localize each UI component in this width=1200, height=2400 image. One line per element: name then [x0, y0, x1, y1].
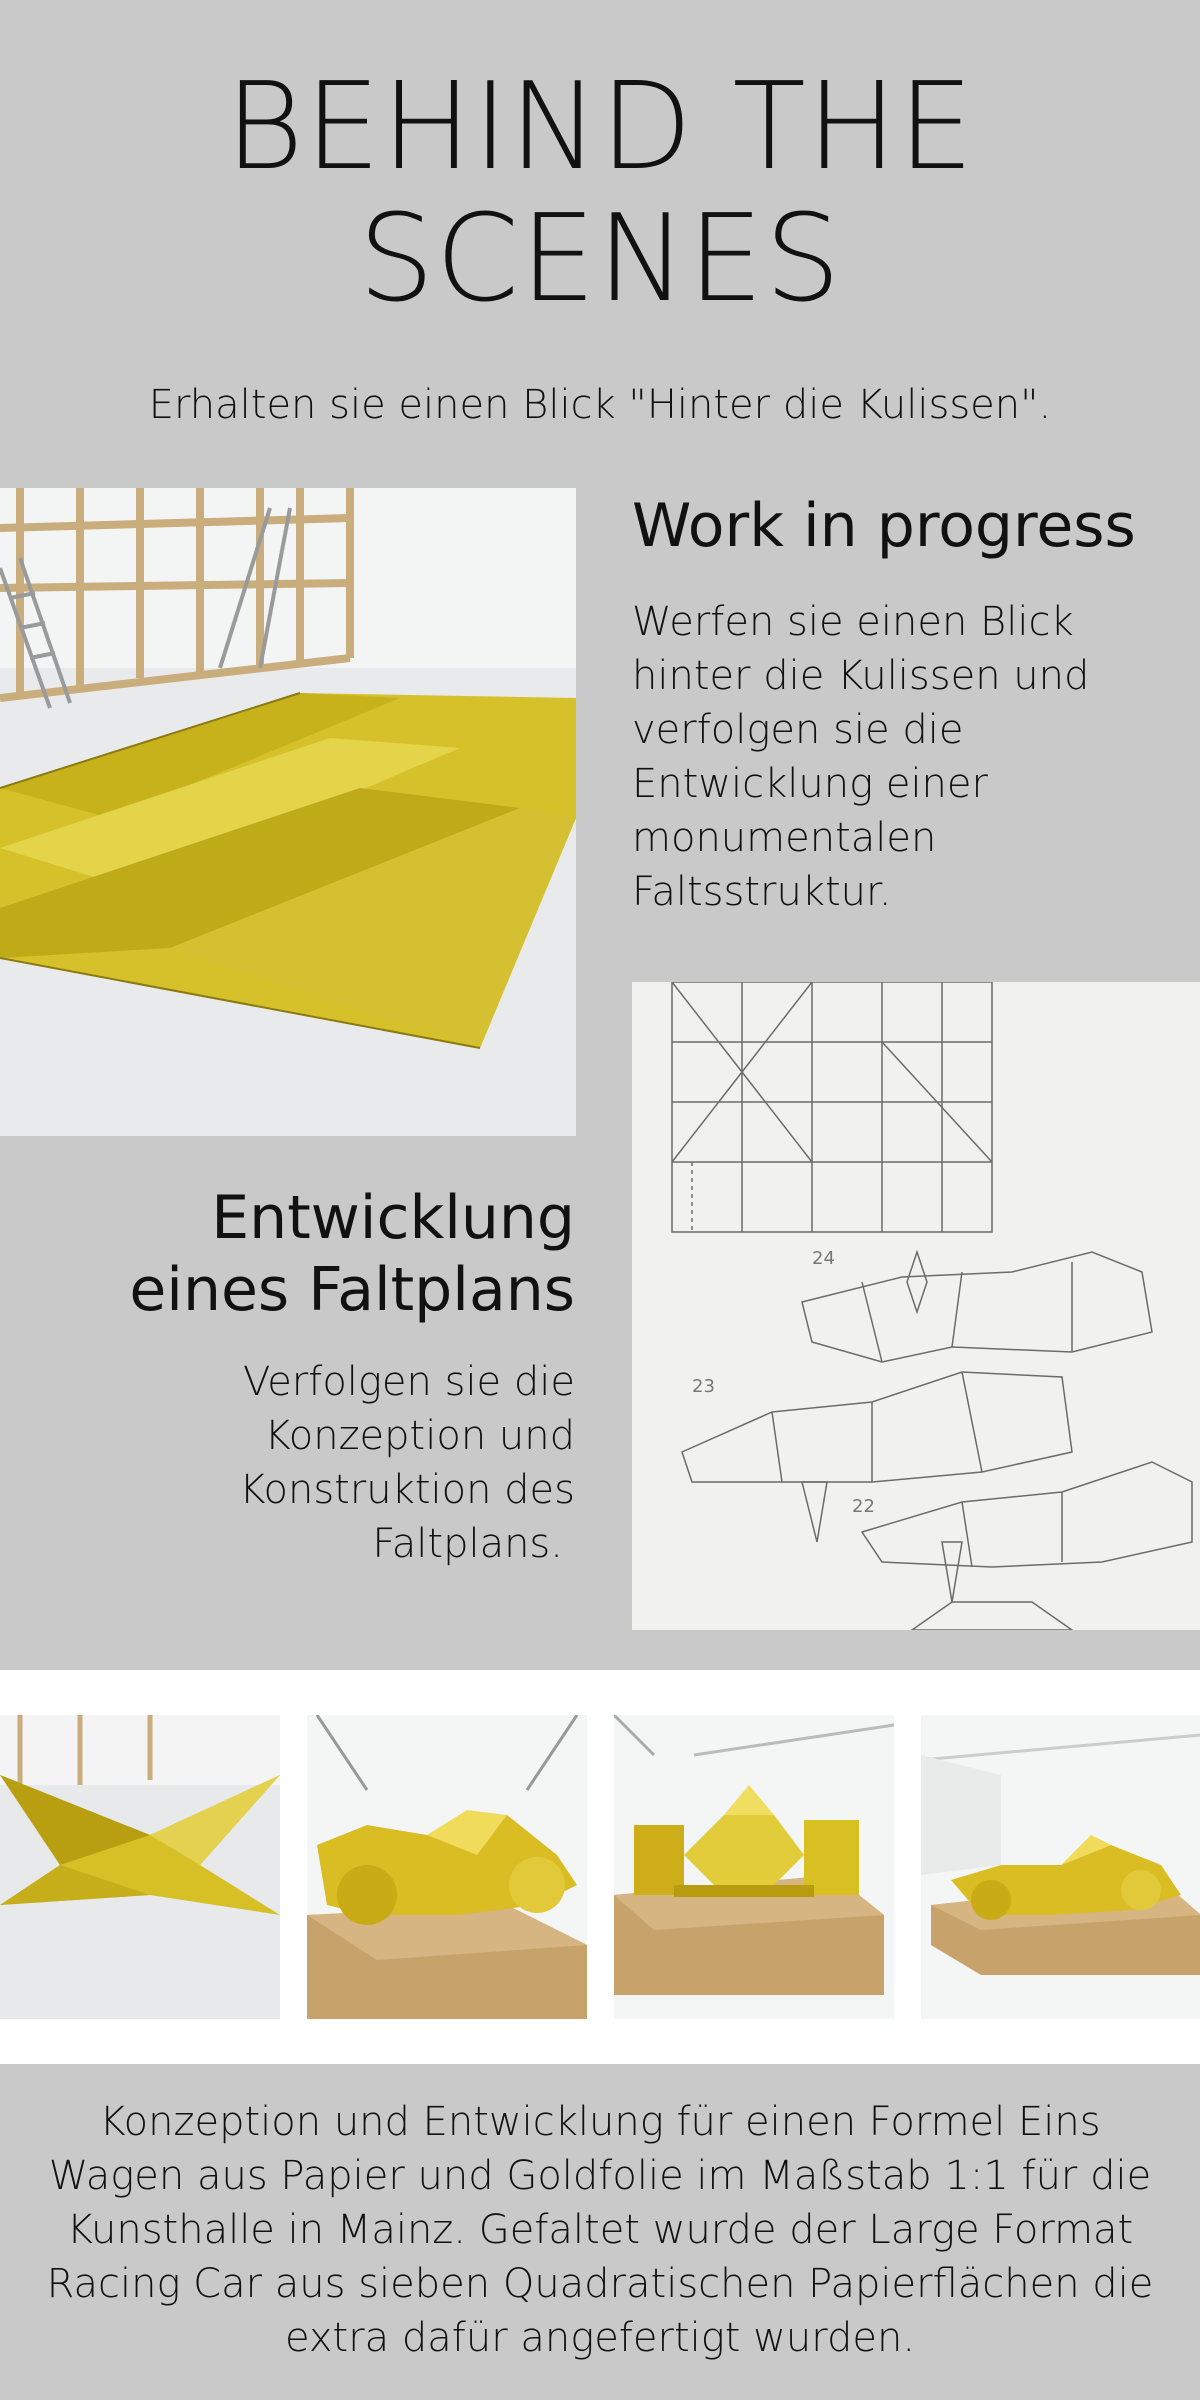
section-2-heading-line: eines Faltplans: [129, 1255, 575, 1325]
section-1-body: [632, 595, 1192, 919]
footer-line: Wagen aus Papier und Goldfolie im Maßstab 1:1 für die: [48, 2153, 1152, 2199]
section-2-line: Konzeption und: [264, 1413, 575, 1459]
section-2-line: Faltplans.: [372, 1521, 563, 1567]
section-1-line: Entwicklung einer: [632, 761, 988, 807]
section-1-line: hinter die Kulissen und: [632, 653, 1090, 699]
section-1-line: Faltsstruktur.: [632, 869, 892, 915]
gallery-strip: [0, 1670, 1200, 2064]
section-2-heading: [60, 1182, 575, 1326]
footer-line: Kunsthalle in Mainz. Gefaltet wurde der Large Format: [66, 2207, 1134, 2253]
sketch-number-23: 23: [692, 1376, 715, 1397]
sketch-number-24: 24: [812, 1248, 835, 1269]
gold-foil-sheet-photo: [0, 488, 576, 1136]
section-2-line: Verfolgen sie die: [242, 1359, 575, 1405]
footer-line: extra dafür angefertigt wurden.: [284, 2315, 916, 2361]
section-1-line: monumentalen: [632, 815, 937, 861]
gold-car-wide-photo: [921, 1715, 1200, 2019]
folding-plan-sketch-photo: [632, 982, 1200, 1630]
sketch-number-22: 22: [852, 1496, 875, 1517]
title-line-1: BEHIND THE: [225, 58, 975, 197]
page-subtitle: Erhalten sie einen Blick "Hinter die Kulissen".: [148, 382, 1052, 428]
page-title: [0, 58, 1200, 329]
gold-car-side-photo: [307, 1715, 587, 2019]
section-1-line: Werfen sie einen Blick: [632, 599, 1074, 645]
footer-line: Konzeption und Entwicklung für einen Formel Eins: [99, 2099, 1101, 2145]
gold-car-front-photo: [614, 1715, 894, 2019]
footer-description: [30, 2095, 1170, 2365]
section-1-heading: Work in progress: [632, 491, 1136, 561]
title-line-2: SCENES: [358, 190, 842, 329]
section-2-heading-line: Entwicklung: [211, 1183, 575, 1253]
gold-star-fold-photo: [0, 1715, 280, 2019]
section-1-line: verfolgen sie die: [632, 707, 964, 753]
section-2-line: Konstruktion des: [239, 1467, 575, 1513]
footer-line: Racing Car aus sieben Quadratischen Papierflächen die: [46, 2261, 1154, 2307]
section-2-body: [60, 1355, 575, 1571]
